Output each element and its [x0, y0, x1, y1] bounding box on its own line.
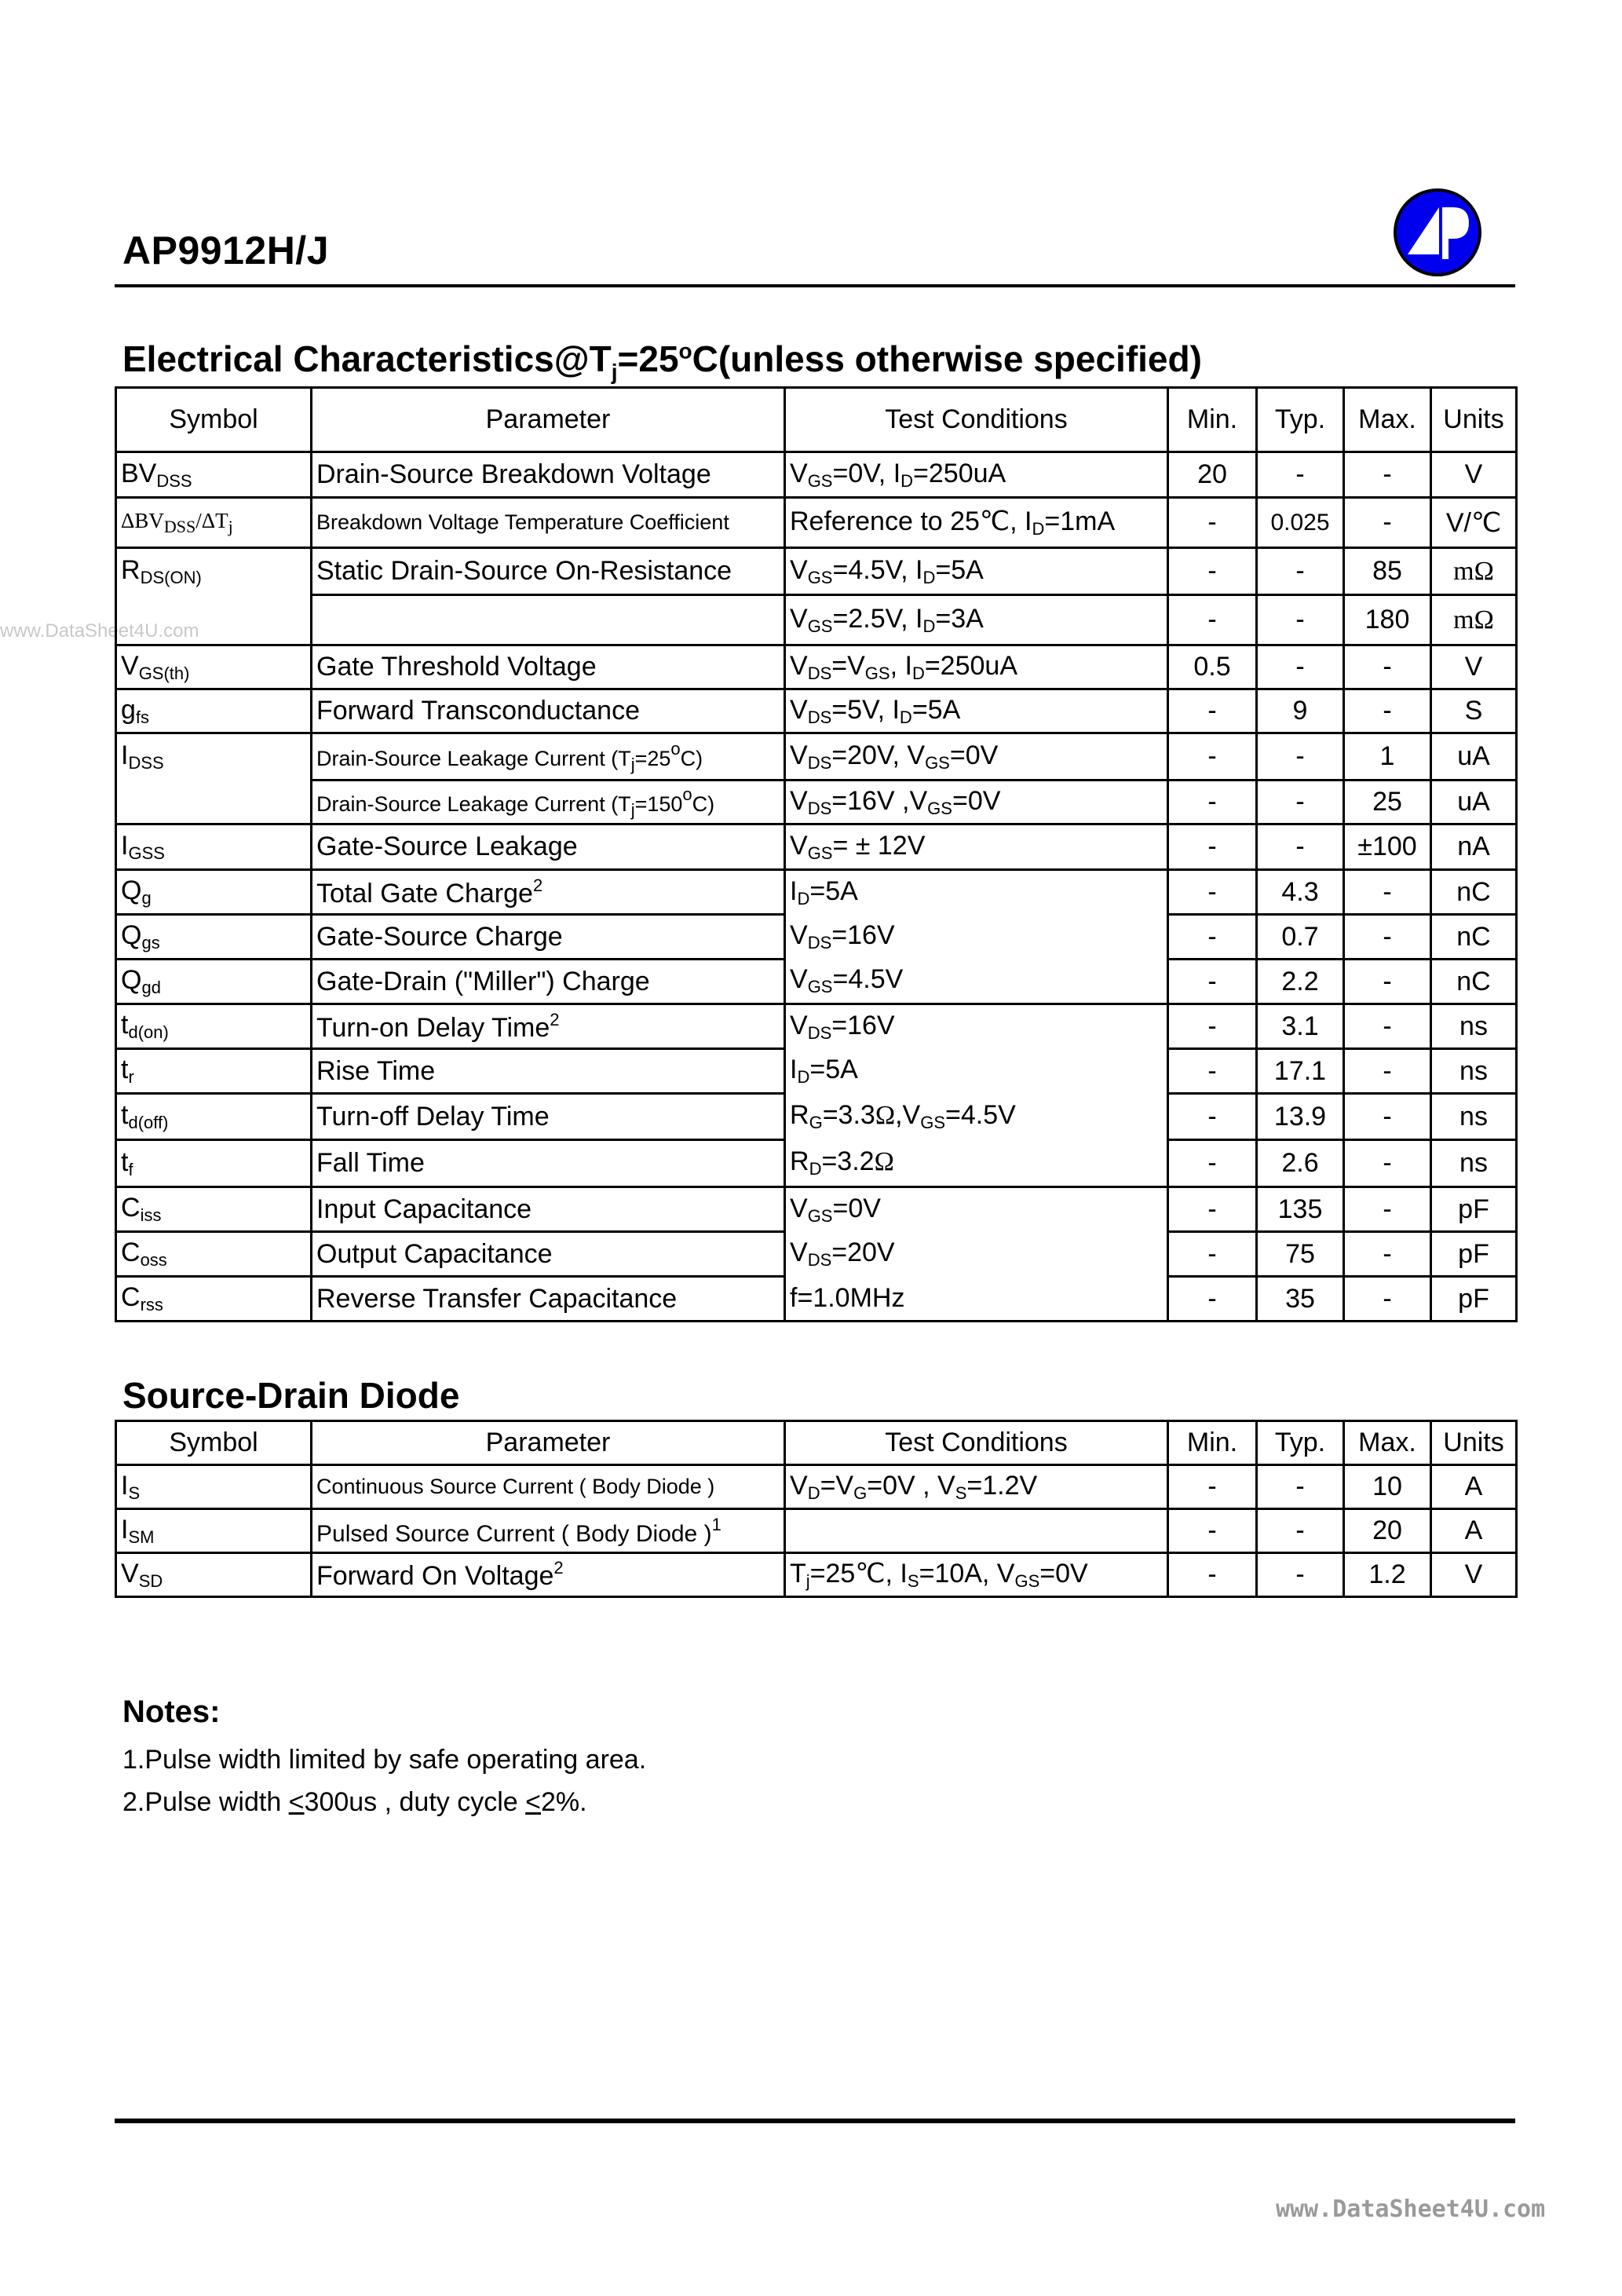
test-condition-cell: $R_G=3.3\Omega,V_{GS}=4.5V$ — [785, 1094, 1168, 1140]
parameter-cell: Output Capacitance — [312, 1232, 785, 1277]
parameter-cell: Input Capacitance — [312, 1187, 785, 1232]
unit-cell: A — [1431, 1509, 1517, 1553]
table-row — [116, 781, 1517, 824]
unit-cell: ns — [1431, 1049, 1517, 1094]
max-cell: 180 — [1344, 595, 1431, 645]
column-header: Max. — [1344, 388, 1431, 452]
max-cell: - — [1344, 1277, 1431, 1322]
unit-cell: V — [1431, 645, 1517, 689]
min-cell: - — [1168, 915, 1257, 960]
unit-cell: nC — [1431, 915, 1517, 960]
min-cell: - — [1168, 824, 1257, 870]
column-header: Max. — [1344, 1421, 1431, 1465]
symbol-cell: $I_S$ — [116, 1465, 312, 1509]
typ-cell: - — [1257, 452, 1344, 498]
max-cell: 25 — [1344, 781, 1431, 824]
max-cell: - — [1344, 1049, 1431, 1094]
symbol-cell — [116, 595, 312, 645]
test-condition-cell: $V_{GS}=0V$ — [785, 1187, 1168, 1232]
test-condition-cell: $T_j=25℃$, $I_S=10A$, $V_{GS}=0V$ — [785, 1553, 1168, 1597]
symbol-cell: $Q_{gs}$ — [116, 915, 312, 960]
typ-cell: 4.3 — [1257, 870, 1344, 915]
table-row — [116, 1140, 1517, 1187]
parameter-cell: Total Gate Charge$^2$ — [312, 870, 785, 915]
unit-cell: V/℃ — [1431, 498, 1517, 548]
table-row — [116, 452, 1517, 498]
max-cell: - — [1344, 498, 1431, 548]
symbol-cell: $g_{fs}$ — [116, 689, 312, 733]
table-row — [116, 824, 1517, 870]
source-drain-diode-table — [115, 1420, 1518, 1598]
parameter-cell: Reverse Transfer Capacitance — [312, 1277, 785, 1322]
table-row — [116, 548, 1517, 595]
symbol-cell: $t_{d(on)}$ — [116, 1004, 312, 1049]
test-condition-cell: $V_{DS}=16V$ $,V_{GS}=0V$ — [785, 781, 1168, 824]
typ-cell: 9 — [1257, 689, 1344, 733]
symbol-cell: $I_{GSS}$ — [116, 824, 312, 870]
typ-cell: 2.6 — [1257, 1140, 1344, 1187]
parameter-cell: Gate-Source Charge — [312, 915, 785, 960]
symbol-cell: $C_{iss}$ — [116, 1187, 312, 1232]
max-cell: - — [1344, 915, 1431, 960]
min-cell: - — [1168, 1509, 1257, 1553]
test-condition-cell: $V_{GS}=0V$, $I_D=250uA$ — [785, 452, 1168, 498]
typ-cell: 0.7 — [1257, 915, 1344, 960]
max-cell: 1 — [1344, 733, 1431, 781]
table-row — [116, 1232, 1517, 1277]
parameter-cell: Static Drain-Source On-Resistance — [312, 548, 785, 595]
unit-cell: ns — [1431, 1140, 1517, 1187]
table-row — [116, 1465, 1517, 1509]
min-cell: - — [1168, 870, 1257, 915]
column-header: Min. — [1168, 1421, 1257, 1465]
column-header: Parameter — [312, 388, 785, 452]
unit-cell: ns — [1431, 1004, 1517, 1049]
min-cell: 20 — [1168, 452, 1257, 498]
parameter-cell — [312, 595, 785, 645]
unit-cell: A — [1431, 1465, 1517, 1509]
test-condition-cell: Reference to 25℃, $I_D=1mA$ — [785, 498, 1168, 548]
parameter-cell: Gate-Drain ("Miller") Charge — [312, 960, 785, 1004]
unit-cell: V — [1431, 1553, 1517, 1597]
parameter-cell: Forward Transconductance — [312, 689, 785, 733]
max-cell: - — [1344, 645, 1431, 689]
max-cell: - — [1344, 960, 1431, 1004]
table-row — [116, 1049, 1517, 1094]
symbol-cell: $Q_{gd}$ — [116, 960, 312, 1004]
test-condition-cell: $R_D=3.2\Omega$ — [785, 1140, 1168, 1187]
table-header-row — [116, 1421, 1517, 1465]
note-1: 1.Pulse width limited by safe operating area. — [122, 1745, 647, 1775]
max-cell: - — [1344, 689, 1431, 733]
test-condition-cell: $V_{DS}=20V$, $V_{GS}=0V$ — [785, 733, 1168, 781]
symbol-cell: $I_{SM}$ — [116, 1509, 312, 1553]
symbol-cell: $t_f$ — [116, 1140, 312, 1187]
company-logo — [1392, 187, 1483, 278]
unit-cell: pF — [1431, 1277, 1517, 1322]
column-header: Units — [1431, 388, 1517, 452]
table-row — [116, 645, 1517, 689]
max-cell: - — [1344, 1187, 1431, 1232]
symbol-cell: $BV_{DSS}$ — [116, 452, 312, 498]
min-cell: - — [1168, 689, 1257, 733]
symbol-cell: $V_{SD}$ — [116, 1553, 312, 1597]
test-condition-cell: $V_{DS}=16V$ — [785, 915, 1168, 960]
test-condition-cell: $I_D=5A$ — [785, 870, 1168, 915]
electrical-characteristics-title: Electrical $Characteristics@T_j=25^oC(unless$ otherwise specified) — [122, 338, 1202, 385]
table-row — [116, 1094, 1517, 1140]
table-row — [116, 1553, 1517, 1597]
parameter-cell: Gate-Source Leakage — [312, 824, 785, 870]
max-cell: 20 — [1344, 1509, 1431, 1553]
test-condition-cell: $V_D=V_G=0V$ , $V_S=1.2V$ — [785, 1465, 1168, 1509]
parameter-cell: Pulsed Source Current ( Body Diode )$^1$ — [312, 1509, 785, 1553]
typ-cell: - — [1257, 1465, 1344, 1509]
test-condition-cell: $V_{GS}=4.5V$, $I_D=5A$ — [785, 548, 1168, 595]
symbol-cell: $Q_g$ — [116, 870, 312, 915]
unit-cell: V — [1431, 452, 1517, 498]
min-cell: - — [1168, 960, 1257, 1004]
max-cell: 85 — [1344, 548, 1431, 595]
parameter-cell: Rise Time — [312, 1049, 785, 1094]
typ-cell: 35 — [1257, 1277, 1344, 1322]
typ-cell: - — [1257, 733, 1344, 781]
min-cell: - — [1168, 1004, 1257, 1049]
typ-cell: 13.9 — [1257, 1094, 1344, 1140]
unit-cell: nC — [1431, 870, 1517, 915]
max-cell: 10 — [1344, 1465, 1431, 1509]
max-cell: - — [1344, 1232, 1431, 1277]
unit-cell: nA — [1431, 824, 1517, 870]
symbol-cell: $t_r$ — [116, 1049, 312, 1094]
parameter-cell: Breakdown Voltage Temperature Coefficient — [312, 498, 785, 548]
min-cell: - — [1168, 595, 1257, 645]
parameter-cell: Gate Threshold Voltage — [312, 645, 785, 689]
column-header: Test Conditions — [785, 388, 1168, 452]
max-cell: - — [1344, 1004, 1431, 1049]
test-condition-cell: $V_{DS}=5V$, $I_D=5A$ — [785, 689, 1168, 733]
table-row — [116, 1509, 1517, 1553]
electrical-characteristics-table — [115, 386, 1518, 1322]
min-cell: - — [1168, 1187, 1257, 1232]
table-row — [116, 733, 1517, 781]
test-condition-cell: $I_D=5A$ — [785, 1049, 1168, 1094]
max-cell: ±100 — [1344, 824, 1431, 870]
test-condition-cell: $V_{GS}= \pm 12V$ — [785, 824, 1168, 870]
max-cell: - — [1344, 870, 1431, 915]
table-row — [116, 689, 1517, 733]
column-header: Typ. — [1257, 388, 1344, 452]
typ-cell: - — [1257, 781, 1344, 824]
table-row — [116, 960, 1517, 1004]
min-cell: - — [1168, 1277, 1257, 1322]
unit-cell: pF — [1431, 1232, 1517, 1277]
typ-cell: - — [1257, 824, 1344, 870]
typ-cell: - — [1257, 548, 1344, 595]
typ-cell: 2.2 — [1257, 960, 1344, 1004]
column-header: Typ. — [1257, 1421, 1344, 1465]
table-row — [116, 870, 1517, 915]
part-number: AP9912H/J — [122, 229, 329, 272]
min-cell: - — [1168, 733, 1257, 781]
parameter-cell: Turn-off Delay Time — [312, 1094, 785, 1140]
min-cell: - — [1168, 781, 1257, 824]
parameter-cell: Continuous Source Current ( Body Diode ) — [312, 1465, 785, 1509]
unit-cell: S — [1431, 689, 1517, 733]
column-header: Symbol — [116, 388, 312, 452]
column-header: Min. — [1168, 388, 1257, 452]
max-cell: - — [1344, 1140, 1431, 1187]
unit-cell: nC — [1431, 960, 1517, 1004]
parameter-cell: Turn-on Delay Time$^2$ — [312, 1004, 785, 1049]
min-cell: - — [1168, 548, 1257, 595]
unit-cell: uA — [1431, 733, 1517, 781]
typ-cell: - — [1257, 1509, 1344, 1553]
unit-cell: ns — [1431, 1094, 1517, 1140]
symbol-cell: $I_{DSS}$ — [116, 733, 312, 781]
parameter-cell: Drain-Source Leakage Current $(T_j=150^oC)$ — [312, 781, 785, 824]
table-row — [116, 1004, 1517, 1049]
typ-cell: 17.1 — [1257, 1049, 1344, 1094]
unit-cell: mΩ — [1431, 548, 1517, 595]
min-cell: - — [1168, 1049, 1257, 1094]
parameter-cell: Forward On Voltage$^2$ — [312, 1553, 785, 1597]
max-cell: 1.2 — [1344, 1553, 1431, 1597]
typ-cell: 3.1 — [1257, 1004, 1344, 1049]
unit-cell: mΩ — [1431, 595, 1517, 645]
table-row — [116, 1187, 1517, 1232]
header-rule — [115, 284, 1515, 287]
symbol-cell: $\Delta BV_{DSS}/\Delta T_j$ — [116, 498, 312, 548]
min-cell: - — [1168, 1094, 1257, 1140]
min-cell: - — [1168, 1140, 1257, 1187]
footer-rule — [115, 2119, 1515, 2123]
notes-title: Notes: — [122, 1695, 221, 1729]
typ-cell: - — [1257, 595, 1344, 645]
note-2: 2.Pulse width <300us , duty cycle <2%. — [122, 1787, 587, 1817]
test-condition-cell: $V_{DS}=V_{GS}$, $I_D=250uA$ — [785, 645, 1168, 689]
typ-cell: - — [1257, 645, 1344, 689]
min-cell: - — [1168, 498, 1257, 548]
min-cell: - — [1168, 1465, 1257, 1509]
watermark-text: www.DataSheet4U.com — [1276, 2195, 1546, 2223]
typ-cell: - — [1257, 1553, 1344, 1597]
unit-cell: uA — [1431, 781, 1517, 824]
symbol-cell — [116, 781, 312, 824]
min-cell: - — [1168, 1232, 1257, 1277]
symbol-cell: $t_{d(off)}$ — [116, 1094, 312, 1140]
max-cell: - — [1344, 1094, 1431, 1140]
parameter-cell: Fall Time — [312, 1140, 785, 1187]
symbol-cell: $R_{DS(ON)}$ — [116, 548, 312, 595]
unit-cell: pF — [1431, 1187, 1517, 1232]
max-cell: - — [1344, 452, 1431, 498]
table-row — [116, 498, 1517, 548]
test-condition-cell: $V_{DS}=16V$ — [785, 1004, 1168, 1049]
test-condition-cell: f=1.0MHz — [785, 1277, 1168, 1322]
parameter-cell: Drain-Source Leakage Current $(T_j=25^oC)$ — [312, 733, 785, 781]
symbol-cell: $C_{oss}$ — [116, 1232, 312, 1277]
table-row — [116, 1277, 1517, 1322]
column-header: Test Conditions — [785, 1421, 1168, 1465]
min-cell: 0.5 — [1168, 645, 1257, 689]
test-condition-cell — [785, 1509, 1168, 1553]
watermark-text: www.DataSheet4U.com — [0, 620, 199, 642]
test-condition-cell: $V_{DS}=20V$ — [785, 1232, 1168, 1277]
test-condition-cell: $V_{GS}=4.5V$ — [785, 960, 1168, 1004]
typ-cell: 0.025 — [1257, 498, 1344, 548]
min-cell: - — [1168, 1553, 1257, 1597]
column-header: Parameter — [312, 1421, 785, 1465]
typ-cell: 135 — [1257, 1187, 1344, 1232]
table-row — [116, 595, 1517, 645]
source-drain-diode-title: Source-Drain Diode — [122, 1375, 460, 1416]
symbol-cell: $V_{GS(th)}$ — [116, 645, 312, 689]
typ-cell: 75 — [1257, 1232, 1344, 1277]
table-row — [116, 915, 1517, 960]
column-header: Symbol — [116, 1421, 312, 1465]
symbol-cell: $C_{rss}$ — [116, 1277, 312, 1322]
test-condition-cell: $V_{GS}=2.5V$, $I_D=3A$ — [785, 595, 1168, 645]
parameter-cell: Drain-Source Breakdown Voltage — [312, 452, 785, 498]
column-header: Units — [1431, 1421, 1517, 1465]
table-header-row — [116, 388, 1517, 452]
